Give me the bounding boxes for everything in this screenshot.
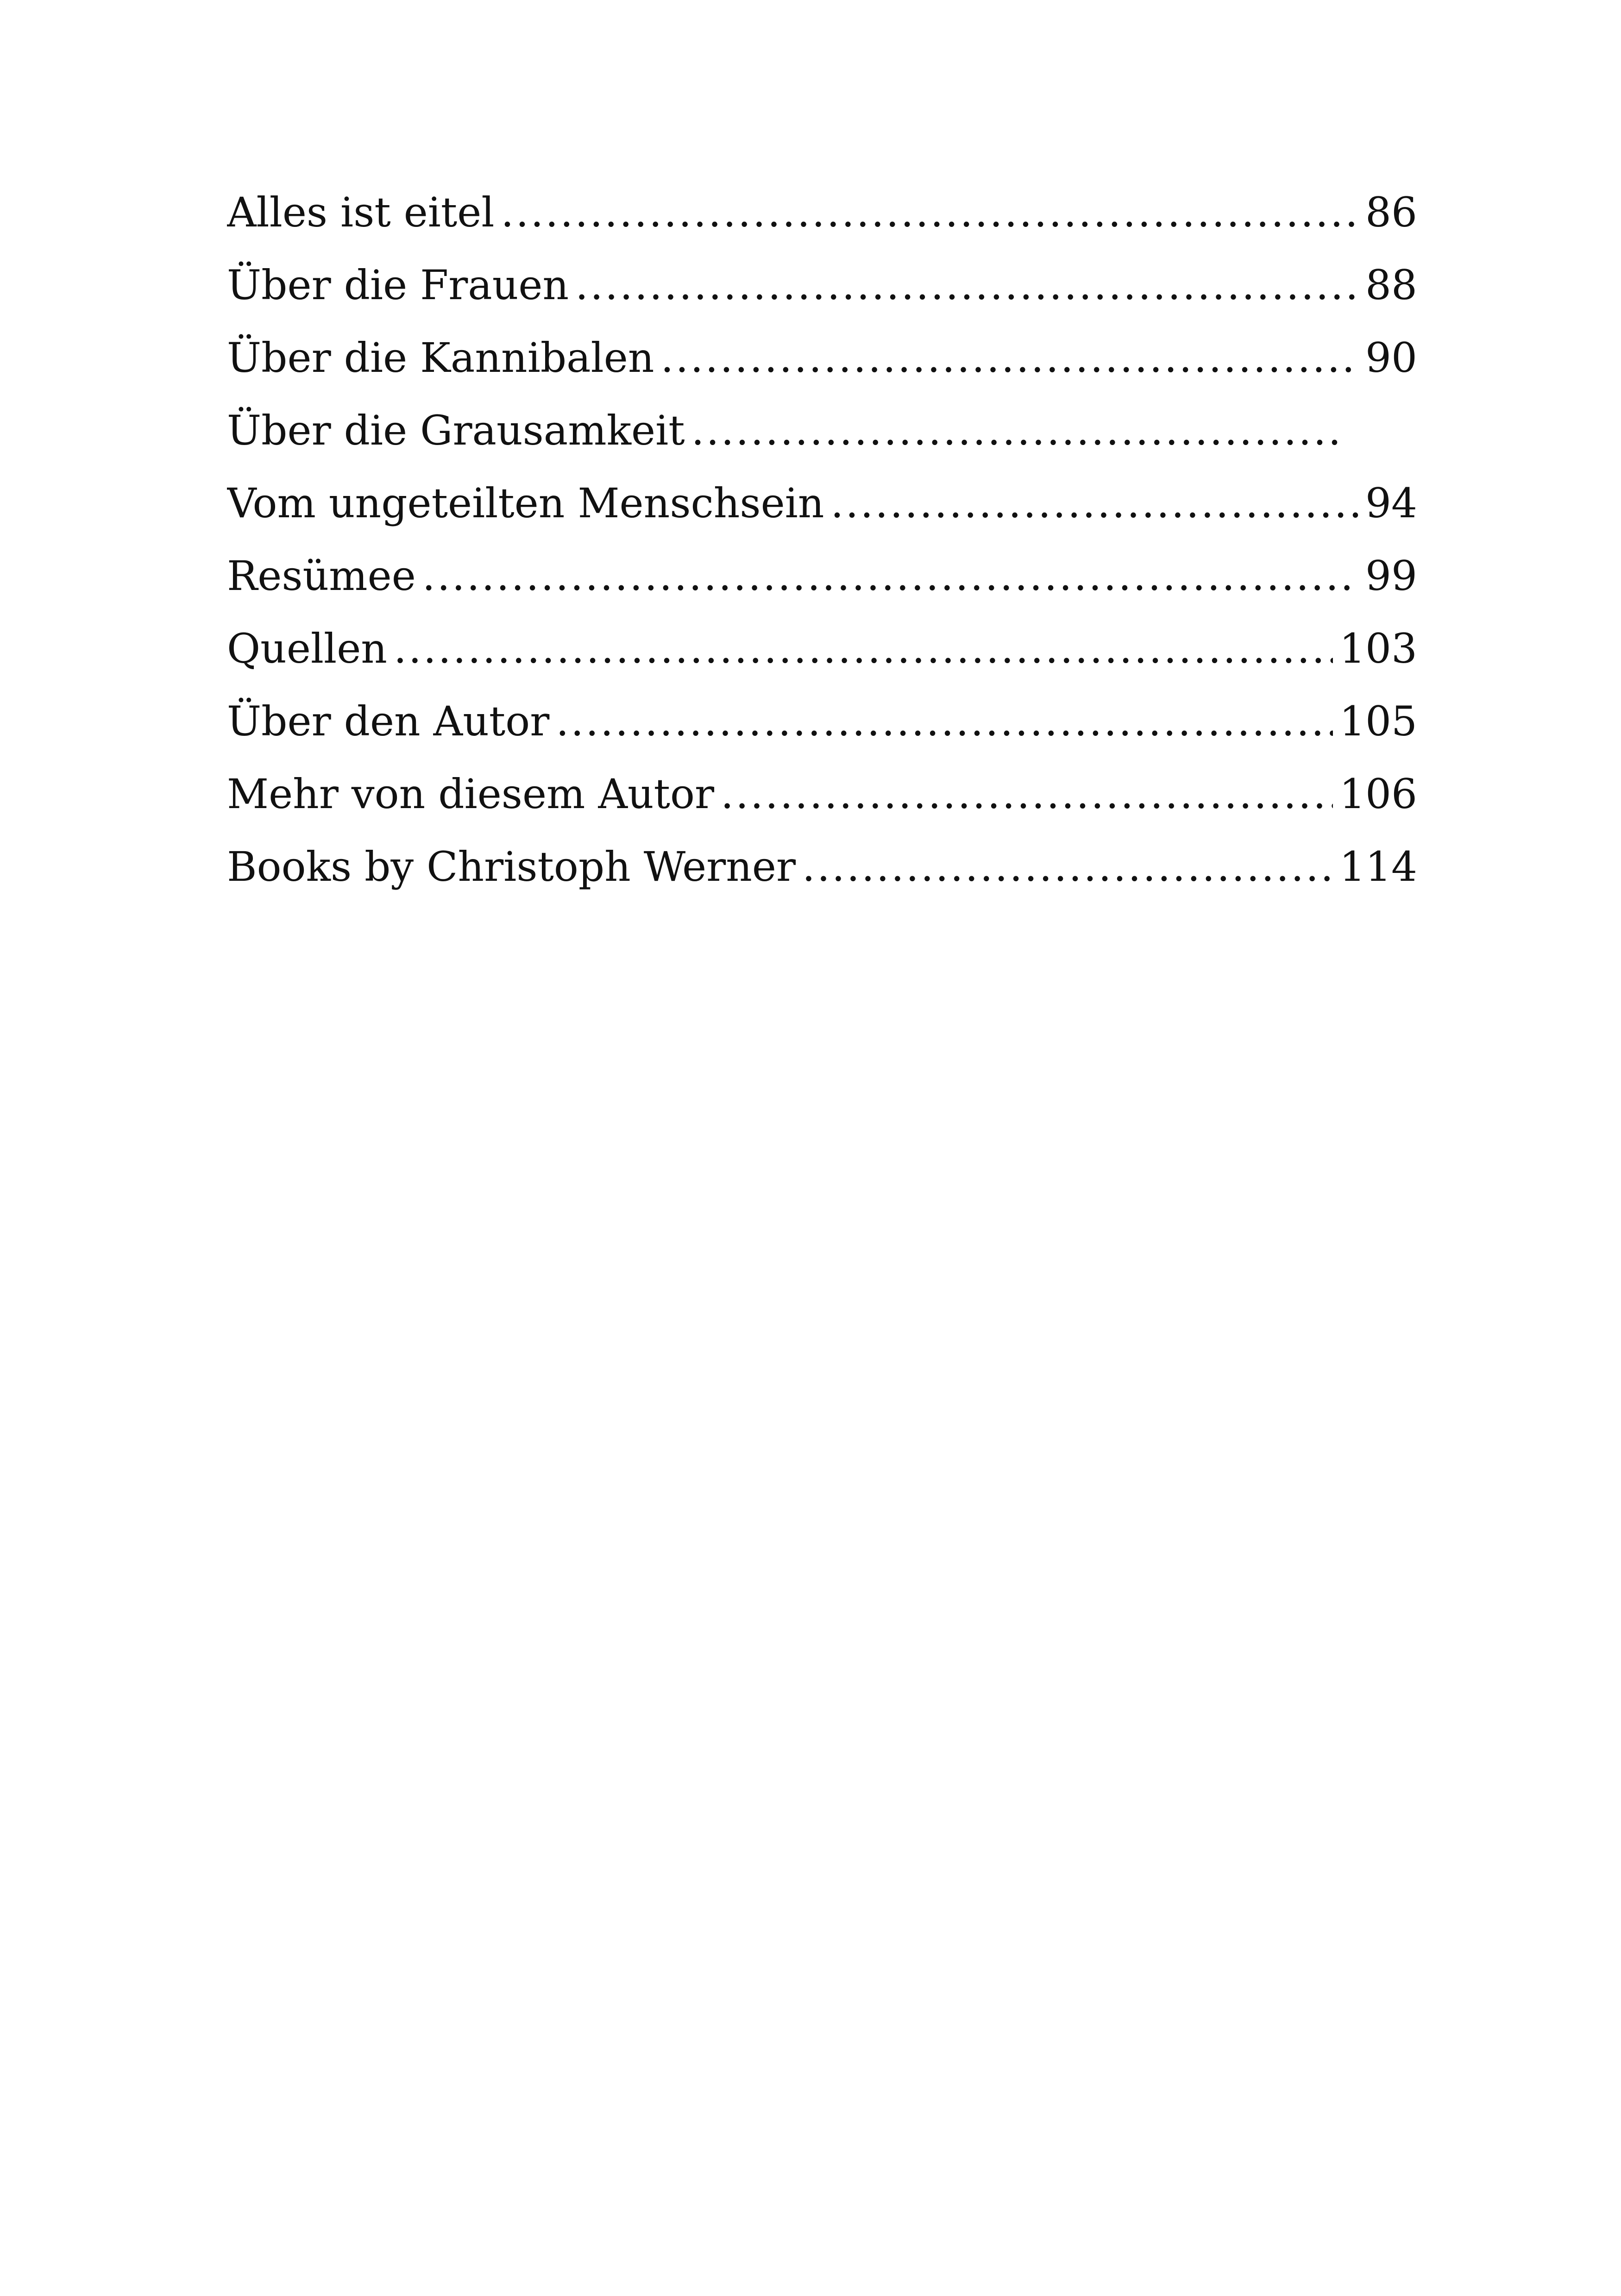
toc-dot-leader (501, 176, 1359, 249)
toc-entry-title: Resümee (227, 552, 416, 600)
toc-dot-leader (691, 394, 1340, 467)
toc-dot-leader (575, 249, 1359, 321)
toc-entry-page: 94 (1365, 479, 1417, 527)
toc-dot-leader (721, 758, 1333, 830)
toc-entry[interactable] (227, 539, 1417, 612)
toc-dot-leader (422, 539, 1359, 612)
toc-entry-title: Vom ungeteilten Menschsein (227, 479, 824, 527)
toc-entry-page: 99 (1365, 552, 1417, 600)
toc-entry-title: Quellen (227, 625, 387, 672)
toc-entry-title: Über die Frauen (227, 261, 569, 309)
toc-entry[interactable] (227, 176, 1417, 249)
toc-entry-title: Über den Autor (227, 697, 550, 745)
toc-entry[interactable] (227, 321, 1417, 394)
toc-dot-leader (556, 685, 1333, 758)
toc-entry[interactable] (227, 612, 1417, 685)
toc-entry-page: 86 (1365, 188, 1417, 236)
toc-entry-title: Über die Kannibalen (227, 334, 654, 382)
toc-entry-page: 90 (1365, 334, 1417, 382)
toc-entry-page: 114 (1339, 843, 1417, 891)
toc-entry-page: 106 (1339, 770, 1417, 818)
toc-entry[interactable] (227, 685, 1417, 758)
toc-entry[interactable] (227, 758, 1417, 830)
toc-entry[interactable] (227, 467, 1417, 539)
toc-dot-leader (661, 321, 1359, 394)
toc-dot-leader (802, 830, 1333, 903)
toc-entry-page: 88 (1365, 261, 1417, 309)
toc-entry-title: Books by Christoph Werner (227, 843, 796, 891)
table-of-contents (227, 176, 1417, 903)
toc-entry[interactable] (227, 249, 1417, 321)
toc-entry-page: 105 (1339, 697, 1417, 745)
toc-entry-title: Über die Grausamkeit (227, 407, 685, 454)
toc-entry-title: Alles ist eitel (227, 188, 495, 236)
toc-entry[interactable] (227, 394, 1417, 467)
toc-entry-title: Mehr von diesem Autor (227, 770, 715, 818)
toc-dot-leader (831, 467, 1359, 539)
toc-dot-leader (394, 612, 1333, 685)
toc-entry[interactable] (227, 830, 1417, 903)
toc-entry-page: 103 (1339, 625, 1417, 672)
